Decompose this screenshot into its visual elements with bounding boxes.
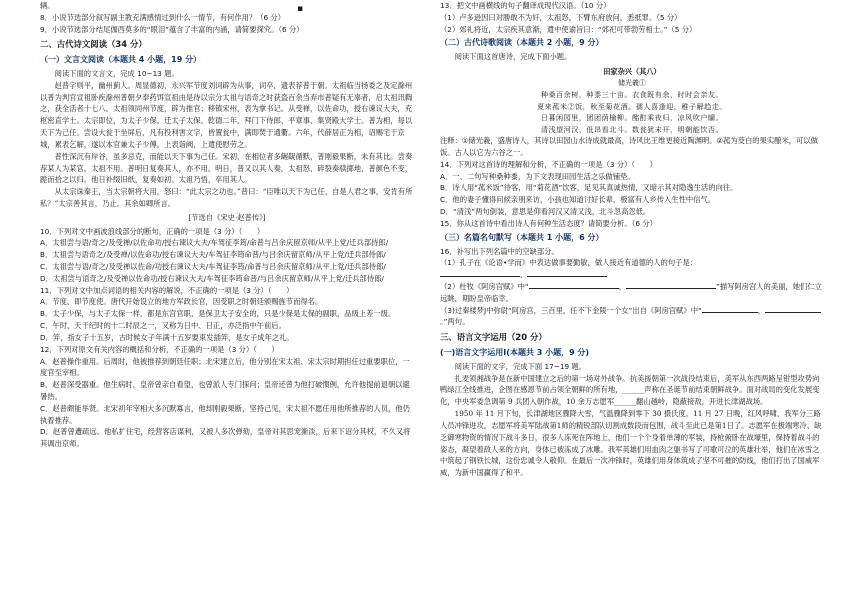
question-9: 9．小说节选部分结尾伽西莫多的“眼泪”蕴含了丰富的内涵，请简要探究。（6 分） (40, 24, 304, 34)
answer-line: ， (440, 269, 824, 281)
passage-paragraph: 扎麦领湘战争是在新中国建立之后的第一场对外战争。抗美援朝第一次战役结束后，美军从东西两路呈钳型攻势向鸭绿江全线推进，企图在感恩节前占领全朝鲜的所有地，______声称在圣诞节前结束朝鲜战争。面对战局的变化发展变化，中央军委急调第 9 兵团入朝作战，10 余万志愿军______翻山越岭，隐蔽接敌，开进长津湖战场。 (440, 373, 820, 407)
subsection-heading: （三）名篇名句默写（本题共 1 小题，6 分） (440, 232, 604, 242)
question-16-part-1: （1）孔子在《论语•学而》中表达做事要勤敏，做人接近有道德的人的句子是： (440, 258, 698, 268)
question-10: 10．下列对文中画波浪线部分的断句，正确的一项是（3 分）（ ） (40, 226, 265, 236)
question-15: 15．你从这首诗中看出诗人有何种生活态度？请简要分析。（6 分） (440, 218, 657, 228)
subsection-heading: （一）文言文阅读（本题共 4 小题，19 分） (40, 55, 202, 65)
right-column (440, 0, 824, 608)
option-a: A．一、二句写种桑种黍，为下文表现田园生活之乐做铺垫。 (440, 171, 635, 181)
answer-blank[interactable] (440, 276, 520, 277)
question-12: 12．下列对原文有关内容的概括和分析，不正确的一项是（3 分）（ ） (40, 344, 279, 354)
question-13: 13．把文中画横线的句子翻译成现代汉语。（10 分） (440, 1, 611, 10)
answer-blank[interactable] (702, 312, 758, 313)
option-b: B．太祖尝与语奇之/及受禅/以佐命功/授右谏议大夫/车驾征李筠命普/与吕余庆留京师/从平上党/迁兵部侍郎/ (40, 250, 386, 260)
option-d: D．太祖尝与语奇之/及受禅以佐命功/授右谏议大夫/车驾征李筠命普/与吕余庆留京师/从平上党/迁兵部侍郎/ (40, 273, 384, 283)
option-c: C．午时，天干纪时的十二时辰之一，又称为日中、日正，亦泛指中午前后。 (40, 321, 286, 331)
subsection-heading: （二）古代诗歌阅读（本题共 2 小题，9 分） (440, 38, 604, 48)
question-16-part-2: （2）杜牧《阿房宫赋》中“ ， ”描写阿房宫人的美丽，她们仁立远眺，期盼皇帝临幸。 (440, 282, 822, 303)
option-d: D．笄，指女子十五岁，古时候女子年满十五岁要束发插笄，是女子成年之礼。 (40, 332, 294, 342)
answer-blank[interactable] (765, 312, 821, 313)
option-a: A．赵普操作重用。后周时，他被推荐到朝廷任职；北宋建立后，他分别在宋太祖、宋太宗时期担任过重要职位，一度官至宰相。 (40, 356, 410, 378)
option-a: A．节度，即节度使。唐代开始设立的地方军政长官，因受职之时朝廷颁赐旌节而得名。 (40, 297, 323, 307)
poem-title: 田家杂兴（其八） (603, 67, 661, 77)
section-heading: 三、语言文字运用（20 分） (440, 332, 547, 343)
option-c: C．太祖尝与语/奇之/及受禅以佐命/功授右谏议大夫/车驾征李筠/命普与吕余庆留京师/从平上党/迁兵部侍郎/ (40, 262, 386, 271)
poem-line: 种桑百余树，种黍三十亩。衣食既有余，时时会亲友。 (540, 90, 724, 100)
option-a: A．太祖尝与语/奇之/及受禅/以佐命功/授右谏议大夫/车驾征李筠/命普与吕余庆留京师/从平上党/迁兵部侍郎/ (40, 238, 389, 248)
section-heading: 二、古代诗文阅读（34 分） (40, 39, 147, 50)
poem-author: 储光羲① (618, 78, 646, 87)
reading-instruction: 阅读下面的文字，完成下面 17~19 题。 (454, 361, 587, 371)
question-8: 8．小说节选部分叙写副主教充满感情过到什么一情节，有何作用？（6 分） (40, 12, 286, 22)
subsection-heading: (一)语言文字运用Ⅰ(本题共 3 小题，9 分) (440, 347, 590, 357)
option-d: D．“清浅”两句倒装，意思是仰看河汉又清又浅，北斗忽高忽低。 (440, 207, 651, 216)
poem-note: 注释：①储光羲，盛唐诗人，其诗以田园山水诗成就最高，诗风比王维更接近陶渊明。②菰为茭白的果实酿米，可以做饭。古人以它为六谷之一。 (440, 136, 818, 157)
option-b: B．诗人用“菰米饭”待客，用“菊花酒”饮客，足见其真诚热情，又暗示其对隐逸生活的向往。 (440, 183, 738, 193)
question-14: 14．下列对这首诗的理解和分析，不正确的一项是（3 分）（ ） (440, 159, 657, 169)
classical-passage-paragraph: 普性深沉有岸谷，虽多忌克，而能以天下事为己任。宋初，在相位者多龌龊循默，普刚毅果断，未有其比。尝奏荐某人为某官，太祖不用。普明日复奏其人，亦不用。明日，普又以其人奏，太祖怒，碎裂奏牍掷地，普颜色不变，跪而拾之以归。他日补缀旧纸，复奏如初。太祖乃悟，卒用其人。 (40, 151, 413, 185)
classical-passage-paragraph: 从太宗诛秦王，当太宗朝将大用，怒曰：“此太宗之功也。”普曰：“臣唯以天下为己任，自是人君之事，安肯有所私？”太宗善其言，乃止。其余如卿所言。 (40, 187, 413, 208)
option-c: C．赵普颇能举贤。北宋初年宰相大多沉默寡言，他却刚毅果断，坚持己见，宋太祖不愿任用他所推荐的人员，他仍执着推荐。 (40, 403, 410, 425)
reading-instruction: 阅读下面的文言文，完成 10~13 题。 (54, 69, 179, 78)
passage-paragraph: 1950 年 11 月下旬，长津湖地区骤降大雪，气温骤降到零下 30 摄氏度。11 月 27 日晚，红风呼啸，我军分三路人员冲锋进攻，志愿军将美军陆战第1师的精锐部队切割成数段而包围，战斗至此已是第1日了。志愿军在极端寒冷、缺乏御寒物资的情况下战斗多日，很多人冻死在阵地上，他们一个个身着单薄的军装，持枪俯卧在战壕里，保持着战斗的姿态，凝望着敌人来的方向，身体已被冻成了冰雕。我军英雄们用血肉之躯书写了可歌可泣的英雄壮举，他们在冰雪之中筑起了钢铁长城，这份忠诚令人敬仰。在最后一次冲锋时，英雄们用身体筑成了坚不可摧的防线，他们打出了国威军威，为新中国赢得了和平。 (440, 409, 822, 478)
poem-line: 日暮闲园里，团团荫榆柳。酩酊乘夜归，凉风吹户牖。 (540, 113, 724, 123)
poem-line: 夏来菰米②饭，秋至菊花酒。孺人喜逢迎，稚子解趋走。 (537, 101, 727, 111)
answer-blank[interactable] (527, 276, 607, 277)
left-column (40, 0, 414, 608)
question-11: 11．下列对文中加点词语的相关内容的解说，不正确的一项是（3 分）（ ） (40, 285, 294, 295)
question-16: 16．补写出下列名篇中的空缺部分。 (440, 246, 559, 256)
question-13-part-2: （2）郊礼将近，太宗疾其意渐，遣中使谕旨曰：“郊祀可带勃劳相士。”（5 分） (440, 24, 697, 34)
answer-blank[interactable] (626, 288, 716, 289)
option-d: D．赵普曾遭疏远。他私扩住宅，经营客店谋利，又被人多次弹劾，皇帝对其思宠渐淡，后来下诏分其权，不久又将其调出京师。 (40, 427, 411, 449)
option-c: C．他的妻子懂得问候亲朋来访，小孩也知道讨好长辈，极富有人乡传入生性中信气。 (440, 195, 716, 205)
question-13-part-1: （1）卢多逊因曰对勝敢不为奸，太祖怒，下臂东府放问，悉抵罪。（5 分） (440, 12, 682, 22)
text-line: 辆。 (40, 1, 55, 10)
reading-instruction: 阅读下面这首唐诗，完成下面小题。 (454, 52, 572, 62)
option-b: B．赵普深受器重。他生病时，皇帝曾亲自看望，也曾派人专门探问；皇帝还曾为他打破惯例，允许他提前退朝以避暑热。 (40, 380, 410, 401)
question-16-part-3: （3)过秦楼梦J中弥尉“阿房宫，三百里，任不下金陵一个女”出自《阿房宫赋》中“ ，。”两句。 (440, 305, 824, 329)
page-marker: ▪ (297, 4, 304, 14)
poem-line: 清浅望河汉，低昂看北斗。数瓮犹未开，明朝能饮否。 (540, 124, 724, 134)
answer-blank[interactable] (529, 288, 619, 289)
classical-passage-paragraph: 赵普字则平，幽州蓟人。周显德初，永兴军节度刘词辟为从事，词卒，遗表荐普于朝。太祖临当扬委之及定滁州以普为判官宣祖卧疾滁州普朝夕奉药饵宣祖由是待以宗分太祖与语奇之时获盗百余当弃市普疑有无辜者，启太祖讯鞫之，获全活者十七八。太祖领同州节度，辟为推官；移镇宋州，表为掌书记。从受禅，以佐命功，授右谏议大夫，充枢密直学士。太宗即位，为太子少保，迁太子太保。乾德二年，拜门下侍郎、平章事、集贤殿大学士。普为相，每以天下为己任。尝设大瓮于坐屏后，凡有投利害文字，皆置瓮中，满即焚于通衢。六年，代薛居正为相，诏赐宅于京城，累表乞解，遂以本官兼太子少傅。上表诣阙，上遣使慰劳之。 (40, 80, 413, 149)
option-b: B．太子少保，与太子太保一样，都是东宫官职，是保卫太子安全的，只是少保是太保的副职，品级上差一级。 (40, 309, 396, 319)
passage-source: [节选自《宋史·赵普传》] (188, 212, 266, 222)
